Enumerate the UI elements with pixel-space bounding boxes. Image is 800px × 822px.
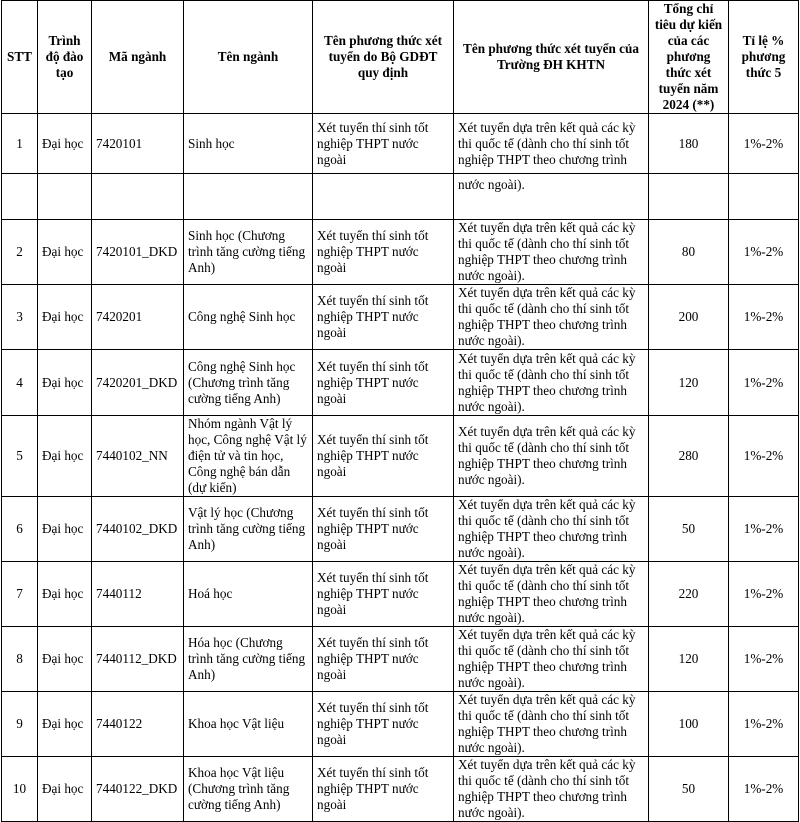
cell-pt-bo: Xét tuyển thí sinh tốt nghiệp THPT nước ngoài	[313, 220, 454, 285]
cell-ten-nganh: Sinh học (Chương trình tăng cường tiếng Anh)	[184, 220, 313, 285]
cell-pt-truong: Xét tuyển dựa trên kết quả các kỳ thi quốc tế (dành cho thí sinh tốt nghiệp THPT theo chương trình nước ngoài).	[454, 692, 649, 757]
cell-chi-tieu: 200	[649, 285, 729, 350]
cell-pt-bo: Xét tuyển thí sinh tốt nghiệp THPT nước ngoài	[313, 497, 454, 562]
cell-ma-nganh: 7440102_NN	[92, 416, 184, 497]
cell-pt-truong: Xét tuyển dựa trên kết quả các kỳ thi quốc tế (dành cho thí sinh tốt nghiệp THPT theo chương trình nước ngoài).	[454, 416, 649, 497]
table-row	[2, 220, 799, 285]
cell-pt-truong: nước ngoài).	[454, 174, 649, 220]
cell-stt: 1	[2, 114, 38, 174]
cell-pt-truong: Xét tuyển dựa trên kết quả các kỳ thi quốc tế (dành cho thí sinh tốt nghiệp THPT theo chương trình nước ngoài).	[454, 562, 649, 627]
cell-chi-tieu: 220	[649, 562, 729, 627]
cell-stt: 7	[2, 562, 38, 627]
cell-ma-nganh: 7440102_DKD	[92, 497, 184, 562]
cell-pt-bo	[313, 174, 454, 220]
cell-pt-bo: Xét tuyển thí sinh tốt nghiệp THPT nước ngoài	[313, 416, 454, 497]
cell-ti-le: 1%-2%	[729, 114, 799, 174]
cell-ten-nganh: Hoá học	[184, 562, 313, 627]
cell-ten-nganh: Vật lý học (Chương trình tăng cường tiếng Anh)	[184, 497, 313, 562]
cell-ten-nganh: Sinh học	[184, 114, 313, 174]
table-row	[2, 757, 799, 822]
cell-ma-nganh: 7420201_DKD	[92, 350, 184, 416]
cell-chi-tieu	[649, 174, 729, 220]
cell-ten-nganh: Công nghệ Sinh học	[184, 285, 313, 350]
cell-ma-nganh: 7440122	[92, 692, 184, 757]
cell-trinh-do: Đại học	[38, 757, 92, 822]
cell-chi-tieu: 50	[649, 757, 729, 822]
cell-ti-le: 1%-2%	[729, 562, 799, 627]
cell-pt-truong: Xét tuyển dựa trên kết quả các kỳ thi quốc tế (dành cho thí sinh tốt nghiệp THPT theo chương trình	[454, 114, 649, 174]
table-row	[2, 285, 799, 350]
cell-stt: 9	[2, 692, 38, 757]
table-row	[2, 174, 799, 220]
cell-pt-bo: Xét tuyển thí sinh tốt nghiệp THPT nước ngoài	[313, 114, 454, 174]
header-stt: STT	[2, 1, 38, 114]
header-pt-bo: Tên phương thức xét tuyển do Bộ GDĐT quy định	[313, 1, 454, 114]
cell-chi-tieu: 280	[649, 416, 729, 497]
cell-ten-nganh: Khoa học Vật liệu (Chương trình tăng cường tiếng Anh)	[184, 757, 313, 822]
cell-ti-le: 1%-2%	[729, 285, 799, 350]
cell-pt-bo: Xét tuyển thí sinh tốt nghiệp THPT nước ngoài	[313, 627, 454, 692]
table-row	[2, 627, 799, 692]
cell-chi-tieu: 50	[649, 497, 729, 562]
table-row	[2, 350, 799, 416]
table-row	[2, 114, 799, 174]
cell-chi-tieu: 80	[649, 220, 729, 285]
cell-trinh-do: Đại học	[38, 350, 92, 416]
cell-pt-truong: Xét tuyển dựa trên kết quả các kỳ thi quốc tế (dành cho thí sinh tốt nghiệp THPT theo chương trình nước ngoài).	[454, 285, 649, 350]
table-row	[2, 497, 799, 562]
cell-stt: 8	[2, 627, 38, 692]
header-tong-chi-tieu: Tổng chỉ tiêu dự kiến của các phương thức xét tuyển năm 2024 (**)	[649, 1, 729, 114]
table-body	[2, 114, 799, 822]
table-row	[2, 692, 799, 757]
cell-ti-le: 1%-2%	[729, 497, 799, 562]
cell-chi-tieu: 180	[649, 114, 729, 174]
table-header	[2, 1, 799, 114]
cell-ti-le: 1%-2%	[729, 692, 799, 757]
cell-pt-truong: Xét tuyển dựa trên kết quả các kỳ thi quốc tế (dành cho thí sinh tốt nghiệp THPT theo chương trình nước ngoài).	[454, 627, 649, 692]
cell-pt-truong: Xét tuyển dựa trên kết quả các kỳ thi quốc tế (dành cho thí sinh tốt nghiệp THPT theo chương trình nước ngoài).	[454, 220, 649, 285]
cell-ten-nganh: Khoa học Vật liệu	[184, 692, 313, 757]
cell-ten-nganh: Công nghệ Sinh học (Chương trình tăng cường tiếng Anh)	[184, 350, 313, 416]
cell-chi-tieu: 120	[649, 350, 729, 416]
header-ti-le: Tỉ lệ % phương thức 5	[729, 1, 799, 114]
cell-pt-bo: Xét tuyển thí sinh tốt nghiệp THPT nước ngoài	[313, 757, 454, 822]
cell-pt-truong: Xét tuyển dựa trên kết quả các kỳ thi quốc tế (dành cho thí sinh tốt nghiệp THPT theo chương trình nước ngoài).	[454, 757, 649, 822]
table-row	[2, 562, 799, 627]
cell-trinh-do: Đại học	[38, 285, 92, 350]
header-row	[2, 1, 799, 114]
cell-pt-truong: Xét tuyển dựa trên kết quả các kỳ thi quốc tế (dành cho thí sinh tốt nghiệp THPT theo chương trình nước ngoài).	[454, 497, 649, 562]
cell-ma-nganh: 7440122_DKD	[92, 757, 184, 822]
cell-ti-le	[729, 174, 799, 220]
cell-ti-le: 1%-2%	[729, 220, 799, 285]
header-pt-truong: Tên phương thức xét tuyển của Trường ĐH KHTN	[454, 1, 649, 114]
cell-trinh-do	[38, 174, 92, 220]
cell-ten-nganh: Hóa học (Chương trình tăng cường tiếng Anh)	[184, 627, 313, 692]
cell-ti-le: 1%-2%	[729, 627, 799, 692]
cell-ti-le: 1%-2%	[729, 757, 799, 822]
admission-table	[1, 0, 799, 822]
cell-ma-nganh: 7440112	[92, 562, 184, 627]
header-ma-nganh: Mã ngành	[92, 1, 184, 114]
cell-stt: 4	[2, 350, 38, 416]
cell-trinh-do: Đại học	[38, 692, 92, 757]
cell-ma-nganh: 7420201	[92, 285, 184, 350]
cell-ten-nganh: Nhóm ngành Vật lý học, Công nghệ Vật lý điện tử và tin học, Công nghệ bán dẫn (dự kiến)	[184, 416, 313, 497]
cell-trinh-do: Đại học	[38, 220, 92, 285]
cell-trinh-do: Đại học	[38, 114, 92, 174]
cell-stt	[2, 174, 38, 220]
table-row	[2, 416, 799, 497]
cell-pt-bo: Xét tuyển thí sinh tốt nghiệp THPT nước ngoài	[313, 350, 454, 416]
cell-ti-le: 1%-2%	[729, 416, 799, 497]
cell-stt: 3	[2, 285, 38, 350]
cell-trinh-do: Đại học	[38, 497, 92, 562]
cell-ma-nganh: 7440112_DKD	[92, 627, 184, 692]
cell-ti-le: 1%-2%	[729, 350, 799, 416]
cell-trinh-do: Đại học	[38, 562, 92, 627]
header-trinh-do: Trình độ đào tạo	[38, 1, 92, 114]
cell-stt: 10	[2, 757, 38, 822]
cell-stt: 5	[2, 416, 38, 497]
cell-pt-bo: Xét tuyển thí sinh tốt nghiệp THPT nước ngoài	[313, 562, 454, 627]
cell-pt-bo: Xét tuyển thí sinh tốt nghiệp THPT nước ngoài	[313, 285, 454, 350]
header-ten-nganh: Tên ngành	[184, 1, 313, 114]
cell-pt-bo: Xét tuyển thí sinh tốt nghiệp THPT nước ngoài	[313, 692, 454, 757]
cell-chi-tieu: 100	[649, 692, 729, 757]
cell-ma-nganh: 7420101_DKD	[92, 220, 184, 285]
cell-ma-nganh: 7420101	[92, 114, 184, 174]
cell-trinh-do: Đại học	[38, 627, 92, 692]
cell-trinh-do: Đại học	[38, 416, 92, 497]
cell-stt: 6	[2, 497, 38, 562]
cell-pt-truong: Xét tuyển dựa trên kết quả các kỳ thi quốc tế (dành cho thí sinh tốt nghiệp THPT theo chương trình nước ngoài).	[454, 350, 649, 416]
cell-ma-nganh	[92, 174, 184, 220]
cell-ten-nganh	[184, 174, 313, 220]
cell-chi-tieu: 120	[649, 627, 729, 692]
cell-stt: 2	[2, 220, 38, 285]
